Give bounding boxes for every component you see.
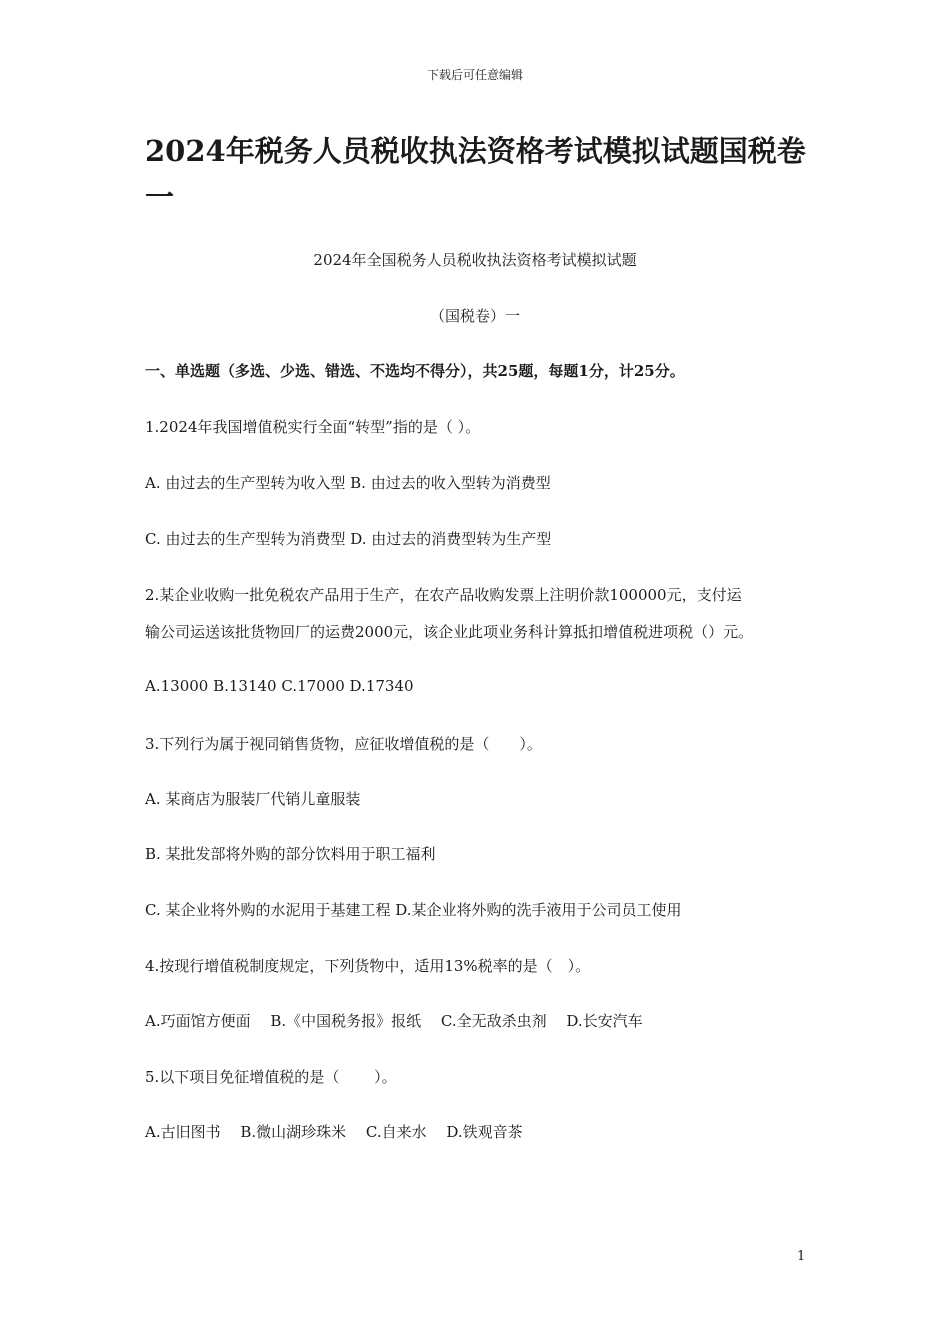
question-3: 3.下列行为属于视同销售货物，应征收增值税的是（ ）。 bbox=[145, 735, 542, 753]
question-2-options: A.13000 B.13140 C.17000 D.17340 bbox=[145, 677, 414, 695]
question-3-option-a: A. 某商店为服装厂代销儿童服装 bbox=[145, 790, 361, 808]
question-2-line-1: 2.某企业收购一批免税农产品用于生产，在农产品收购发票上注明价款100000元，支付运 bbox=[145, 586, 742, 604]
question-2-line-2: 输公司运送该批货物回厂的运费2000元，该企业此项业务科计算抵扣增值税进项税（）元。 bbox=[145, 623, 754, 641]
question-3-options-cd: C. 某企业将外购的水泥用于基建工程 D.某企业将外购的洗手液用于公司员工使用 bbox=[145, 901, 682, 919]
question-5: 5.以下项目免征增值税的是（ ）。 bbox=[145, 1068, 397, 1086]
page-number: 1 bbox=[797, 1249, 806, 1264]
subtitle: 2024年全国税务人员税收执法资格考试模拟试题 bbox=[313, 251, 637, 269]
question-1-options-ab: A. 由过去的生产型转为收入型 B. 由过去的收入型转为消费型 bbox=[145, 474, 551, 492]
question-5-options: A.古旧图书 B.微山湖珍珠米 C.自来水 D.铁观音茶 bbox=[145, 1123, 523, 1141]
question-1: 1.2024年我国增值税实行全面“转型”指的是（ ）。 bbox=[145, 418, 481, 436]
question-4: 4.按现行增值税制度规定，下列货物中，适用13%税率的是（ ）。 bbox=[145, 957, 591, 975]
header-note: 下载后可任意编辑 bbox=[426, 68, 523, 82]
document-title-line-2: 一 bbox=[145, 180, 175, 214]
subtitle-volume: （国税卷）一 bbox=[429, 307, 520, 325]
question-4-options: A.巧面馆方便面 B.《中国税务报》报纸 C.全无敌杀虫剂 D.长安汽车 bbox=[145, 1012, 643, 1030]
question-3-option-b: B. 某批发部将外购的部分饮料用于职工福利 bbox=[145, 845, 436, 863]
section-heading: 一、单选题（多选、少选、错选、不选均不得分），共25题，每题1分，计25分。 bbox=[145, 362, 685, 380]
document-title-line-1: 2024年税务人员税收执法资格考试模拟试题国税卷 bbox=[145, 134, 806, 168]
question-1-options-cd: C. 由过去的生产型转为消费型 D. 由过去的消费型转为生产型 bbox=[145, 530, 552, 548]
